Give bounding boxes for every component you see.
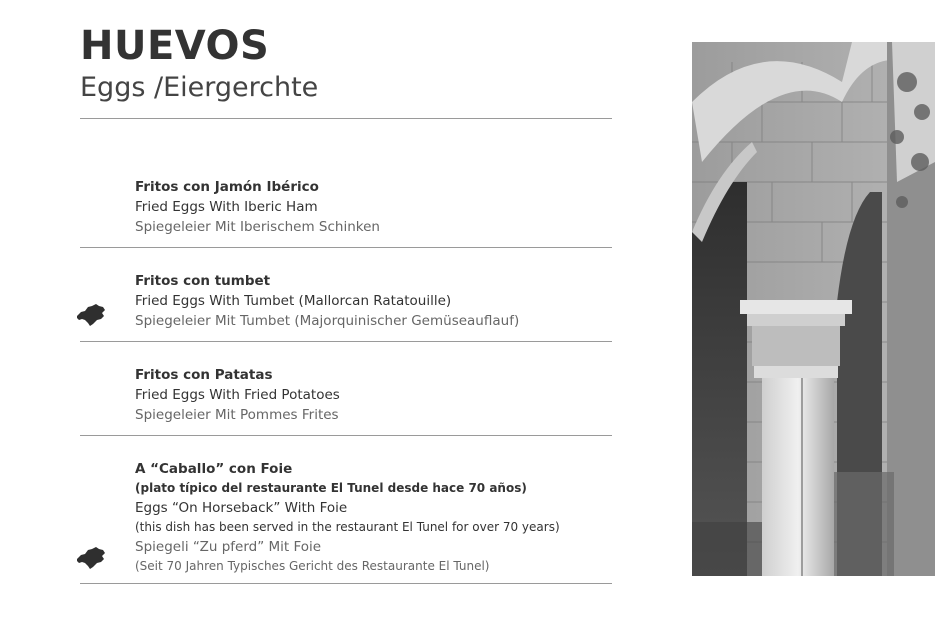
dish-english: Fried Eggs With Iberic Ham — [135, 199, 318, 215]
dish-note-english: (this dish has been served in the restaurant El Tunel for over 70 years) — [135, 520, 560, 534]
dish-name: Fritos con tumbet — [135, 273, 271, 289]
menu-item — [135, 177, 605, 237]
dish-english: Fried Eggs With Tumbet (Mallorcan Ratatouille) — [135, 293, 452, 309]
mallorca-island-icon — [76, 303, 106, 327]
item-divider — [80, 341, 612, 342]
dish-note-german: (Seit 70 Jahren Typisches Gericht des Restaurante El Tunel) — [135, 559, 490, 573]
section-subtitle: Eggs /Eiergerchte — [80, 72, 319, 103]
dish-german: Spiegeli “Zu pferd” Mit Foie — [135, 539, 322, 555]
header-divider — [80, 118, 612, 119]
mallorca-island-icon — [76, 546, 106, 570]
item-divider — [80, 583, 612, 584]
dish-german: Spiegeleier Mit Tumbet (Majorquinischer Gemüseauflauf) — [135, 313, 520, 329]
arches-illustration — [692, 42, 935, 576]
item-divider — [80, 247, 612, 248]
menu-item — [135, 459, 605, 576]
dish-english: Fried Eggs With Fried Potatoes — [135, 387, 340, 403]
arches-photo — [692, 42, 935, 576]
dish-name: A “Caballo” con Foie — [135, 461, 293, 477]
dish-note-spanish: (plato típico del restaurante El Tunel desde hace 70 años) — [135, 481, 527, 495]
dish-german: Spiegeleier Mit Pommes Frites — [135, 407, 339, 423]
menu-item — [135, 271, 605, 331]
menu-item — [135, 365, 605, 425]
dish-name: Fritos con Jamón Ibérico — [135, 179, 319, 195]
dish-german: Spiegeleier Mit Iberischem Schinken — [135, 219, 380, 235]
item-divider — [80, 435, 612, 436]
dish-english: Eggs “On Horseback” With Foie — [135, 500, 348, 516]
section-title: HUEVOS — [80, 23, 270, 69]
dish-name: Fritos con Patatas — [135, 367, 273, 383]
